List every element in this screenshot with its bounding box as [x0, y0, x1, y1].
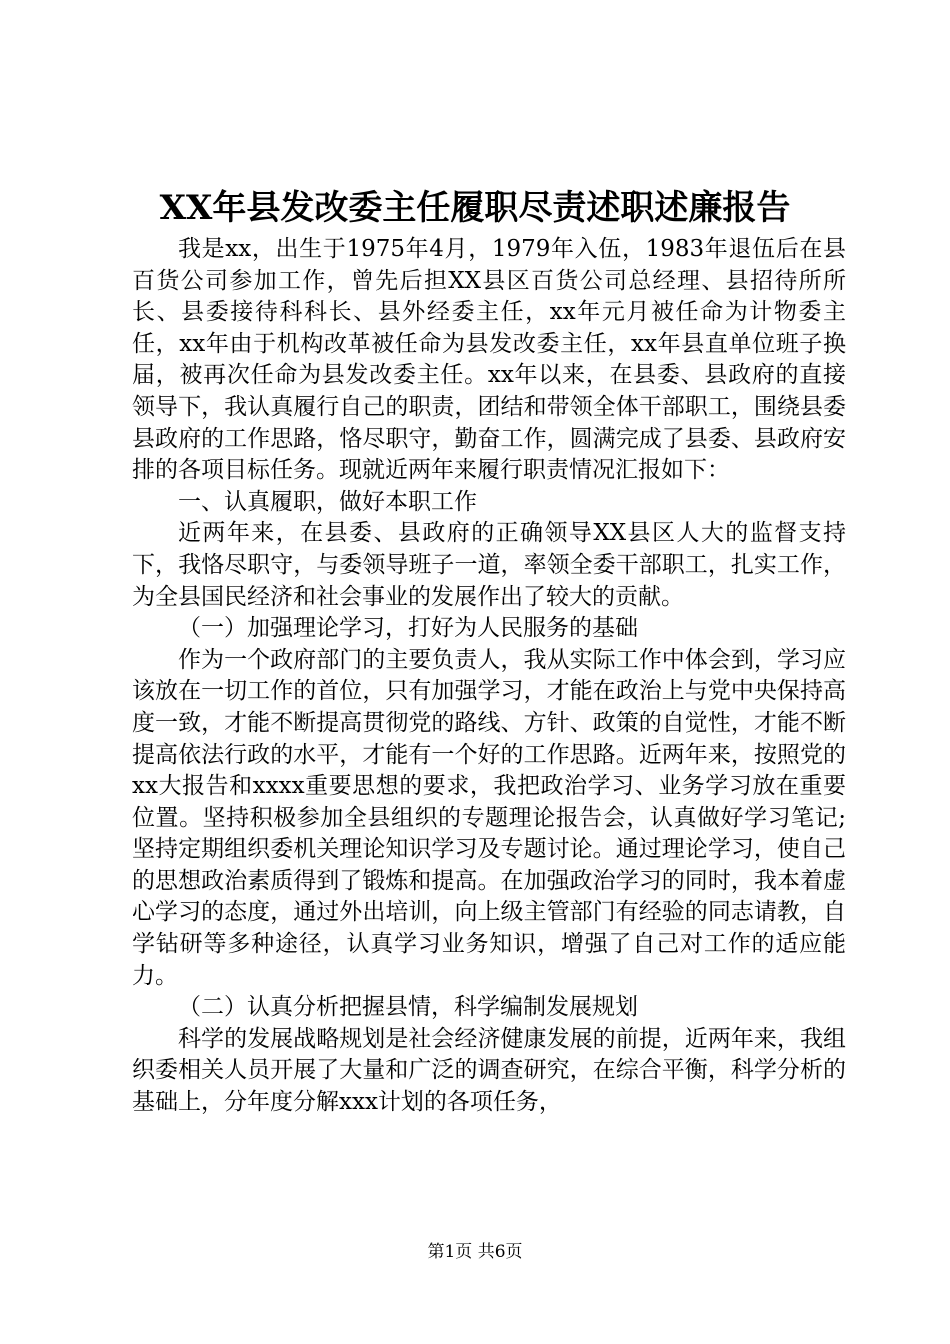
document-title: XX年县发改委主任履职尽责述职述廉报告 — [159, 188, 791, 228]
paragraph-subsection-1: 作为一个政府部门的主要负责人，我从实际工作中体会到，学习应该放在一切工作的首位，只有加强学习，才能在政治上与党中央保持高度一致，才能不断提高贯彻党的路线、方针、政策的自觉性，才能不断提高依法行政的水平，才能有一个好的工作思路。近两年来，按照党的xx大报告和xxxx重要思想的要求，我把政治学习、业务学习放在重要位置。坚持积极参加全县组织的专题理论报告会，认真做好学习笔记;坚持定期组织委机关理论知识学习及专题讨论。通过理论学习，使自己的思想政治素质得到了锻炼和提高。在加强政治学习的同时，我本着虚心学习的态度，通过外出培训，向上级主管部门有经验的同志请教，自学钻研等多种途径，认真学习业务知识，增强了自己对工作的适应能力。 — [132, 646, 846, 989]
paragraph-subsection-2: 科学的发展战略规划是社会经济健康发展的前提，近两年来，我组织委相关人员开展了大量和广泛的调查研究，在综合平衡，科学分析的基础上，分年度分解xxx计划的各项任务， — [132, 1025, 846, 1116]
paragraph-intro: 我是xx，出生于1975年4月，1979年入伍，1983年退伍后在县百货公司参加工作，曾先后担XX县区百货公司总经理、县招待所所长、县委接待科科长、县外经委主任，xx年元月被任命为计物委主任，xx年由于机构改革被任命为县发改委主任，xx年县直单位班子换届，被再次任命为县发改委主任。xx年以来，在县委、县政府的直接领导下，我认真履行自己的职责，团结和带领全体干部职工，围绕县委县政府的工作思路，恪尽职守，勤奋工作，圆满完成了县委、县政府安排的各项目标任务。现就近两年来履行职责情况汇报如下： — [132, 236, 846, 484]
paragraph-section-1: 近两年来，在县委、县政府的正确领导XX县区人大的监督支持下，我恪尽职守，与委领导班子一道，率领全委干部职工，扎实工作，为全县国民经济和社会事业的发展作出了较大的贡献。 — [132, 520, 846, 610]
page-number-footer: 第1页 共6页 — [427, 1242, 523, 1262]
section-heading-1: 一、认真履职，做好本职工作 — [178, 488, 477, 515]
document-body — [132, 234, 846, 1119]
subsection-heading-2: （二）认真分析把握县情，科学编制发展规划 — [178, 994, 638, 1021]
subsection-heading-1: （一）加强理论学习，打好为人民服务的基础 — [178, 615, 638, 642]
